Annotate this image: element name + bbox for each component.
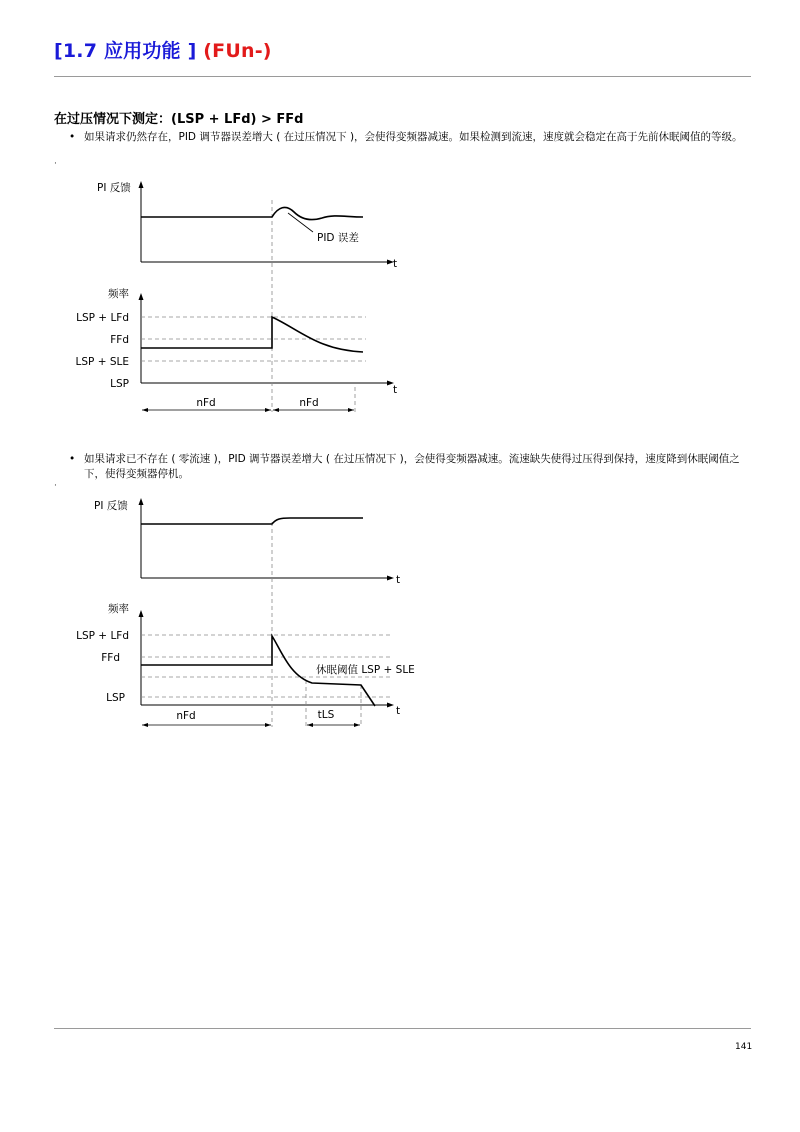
pi-feedback-label: PI 反馈 bbox=[97, 182, 131, 194]
interval2-label-2: tLS bbox=[317, 709, 335, 721]
level-label-ffd: FFd bbox=[110, 334, 129, 346]
page-number: 141 bbox=[735, 1042, 753, 1052]
interval2-2-arrow-right bbox=[354, 723, 360, 727]
interval-label-1: nFd bbox=[196, 397, 216, 409]
threshold-label: 休眠阈值 LSP + SLE bbox=[316, 664, 415, 676]
interval2-1-arrow-left bbox=[142, 723, 148, 727]
freq2-x-arrow bbox=[387, 703, 394, 708]
section-title: [1.7 应用功能 ] bbox=[54, 40, 197, 62]
freq2-label: 频率 bbox=[108, 603, 129, 615]
level2-label-lsp-lfd: LSP + LFd bbox=[76, 630, 129, 642]
level2-label-lsp: LSP bbox=[106, 692, 125, 704]
pi-time-label: t bbox=[393, 258, 398, 270]
pi2-y-arrow bbox=[139, 498, 144, 505]
interval2-1-arrow-right bbox=[265, 723, 271, 727]
footer-rule bbox=[54, 1028, 751, 1029]
level-label-lsp-lfd: LSP + LFd bbox=[76, 312, 129, 324]
interval2-label-1: nFd bbox=[176, 710, 196, 722]
level-label-lsp: LSP bbox=[110, 378, 129, 390]
pid-error-label: PID 误差 bbox=[317, 232, 359, 244]
pi2-feedback-curve bbox=[141, 518, 363, 524]
stray-mark-2: · bbox=[54, 481, 57, 491]
bullet-1: • bbox=[69, 131, 76, 143]
paragraph-1-text: 如果请求仍然存在，PID 调节器误差增大 ( 在过压情况下 )，会使得变频器减速。如果检测到流速，速度就会稳定在高于先前休眠阈值的等级。 bbox=[84, 131, 743, 143]
interval2-2-arrow-left bbox=[307, 723, 313, 727]
freq2-time-label: t bbox=[396, 705, 401, 717]
level2-label-ffd: FFd bbox=[101, 652, 120, 664]
section-code: (FUn-) bbox=[203, 40, 272, 62]
paragraph-2-text: 如果请求已不存在 ( 零流速 )，PID 调节器误差增大 ( 在过压情况下 )，会使得变频器减速。流速缺失使得过压得到保持，速度降到休眠阈值之下，使得变频器停机。 bbox=[84, 453, 740, 480]
interval-label-2: nFd bbox=[299, 397, 319, 409]
pi2-feedback-label: PI 反馈 bbox=[94, 500, 128, 512]
page-heading: 在过压情况下测定：(LSP + LFd) > FFd bbox=[54, 112, 304, 127]
level-label-lsp-sle: LSP + SLE bbox=[75, 356, 129, 368]
pi2-time-label: t bbox=[396, 574, 401, 586]
stray-mark-1: · bbox=[54, 159, 57, 169]
pi2-x-arrow bbox=[387, 576, 394, 581]
freq-label: 频率 bbox=[108, 288, 129, 300]
freq2-y-arrow bbox=[139, 610, 144, 617]
bullet-2: • bbox=[69, 453, 76, 465]
freq-time-label: t bbox=[393, 384, 398, 396]
